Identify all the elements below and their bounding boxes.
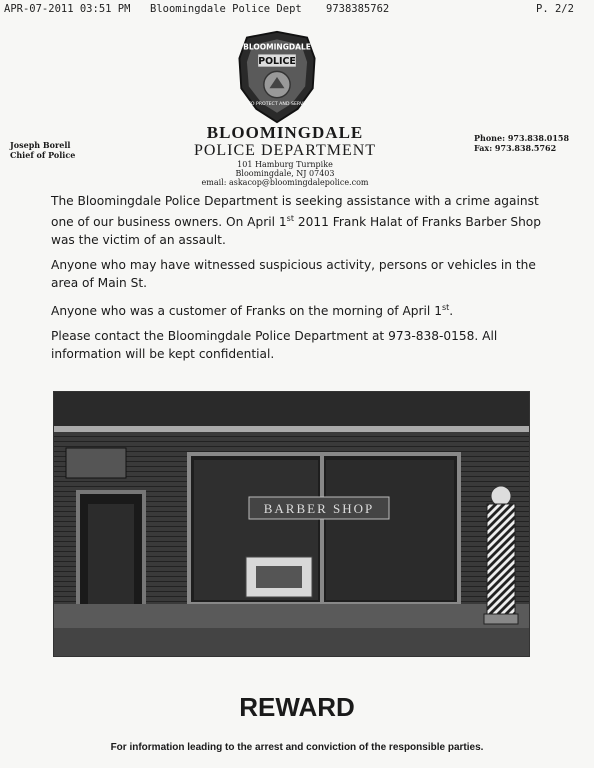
department-name-line1: BLOOMINGDALE bbox=[206, 123, 364, 142]
paragraph-witnesses: Anyone who may have witnessed suspicious activity, persons or vehicles in the area of Main St. bbox=[51, 258, 536, 291]
badge-top-text: BLOOMINGDALE bbox=[243, 42, 311, 52]
fax-page: P. 2/2 bbox=[536, 3, 574, 15]
fax-header bbox=[4, 3, 590, 17]
contact-fax: Fax: 973.838.5762 bbox=[474, 143, 557, 153]
paragraph-incident-start: The Bloomingdale Police Department is seeking assistance with a crime against one of our business owners. On April 1 bbox=[51, 194, 539, 230]
barber-shop-sign: BARBER SHOP bbox=[263, 501, 375, 516]
chief-block bbox=[10, 140, 75, 160]
department-street: 101 Hamburg Turnpike bbox=[237, 160, 333, 169]
department-city: Bloomingdale, NJ 07403 bbox=[235, 169, 335, 178]
paragraph-contact: Please contact the Bloomingdale Police Department at 973-838-0158. All information will be kept confidential. bbox=[51, 329, 498, 362]
fax-datetime: APR-07-2011 03:51 PM bbox=[4, 3, 131, 15]
fax-number: 9738385762 bbox=[326, 3, 390, 15]
paragraph-customers bbox=[51, 299, 551, 320]
ordinal-suffix: st bbox=[441, 303, 450, 313]
paragraph-customers-start: Anyone who was a customer of Franks on the morning of April 1 bbox=[51, 304, 442, 319]
chief-title: Chief of Police bbox=[10, 150, 76, 160]
department-header bbox=[150, 124, 420, 187]
paragraph-customers-end: . bbox=[449, 304, 454, 319]
department-email: email: askacop@bloomingdalepolice.com bbox=[201, 178, 369, 187]
reward-heading: REWARD bbox=[239, 692, 355, 722]
police-badge-logo bbox=[230, 30, 324, 124]
ordinal-suffix: st bbox=[286, 214, 294, 223]
reward-footer-note: For information leading to the arrest and conviction of the responsible parties. bbox=[110, 742, 484, 753]
department-name-line2: POLICE DEPARTMENT bbox=[193, 142, 377, 159]
contact-phone: Phone: 973.838.0158 bbox=[474, 133, 570, 143]
badge-center-text: POLICE bbox=[258, 55, 296, 67]
fax-sender: Bloomingdale Police Dept bbox=[150, 3, 302, 15]
paragraph-incident bbox=[51, 192, 551, 249]
chief-name: Joseph Borell bbox=[10, 140, 71, 150]
contact-block bbox=[474, 133, 569, 153]
barber-shop-photo bbox=[53, 391, 530, 657]
notice-body bbox=[51, 192, 551, 370]
paragraph-incident-end: 2011 Frank Halat of Franks Barber Shop was the victim of an assault. bbox=[51, 215, 541, 248]
badge-motto: TO PROTECT AND SERVE bbox=[247, 102, 307, 108]
